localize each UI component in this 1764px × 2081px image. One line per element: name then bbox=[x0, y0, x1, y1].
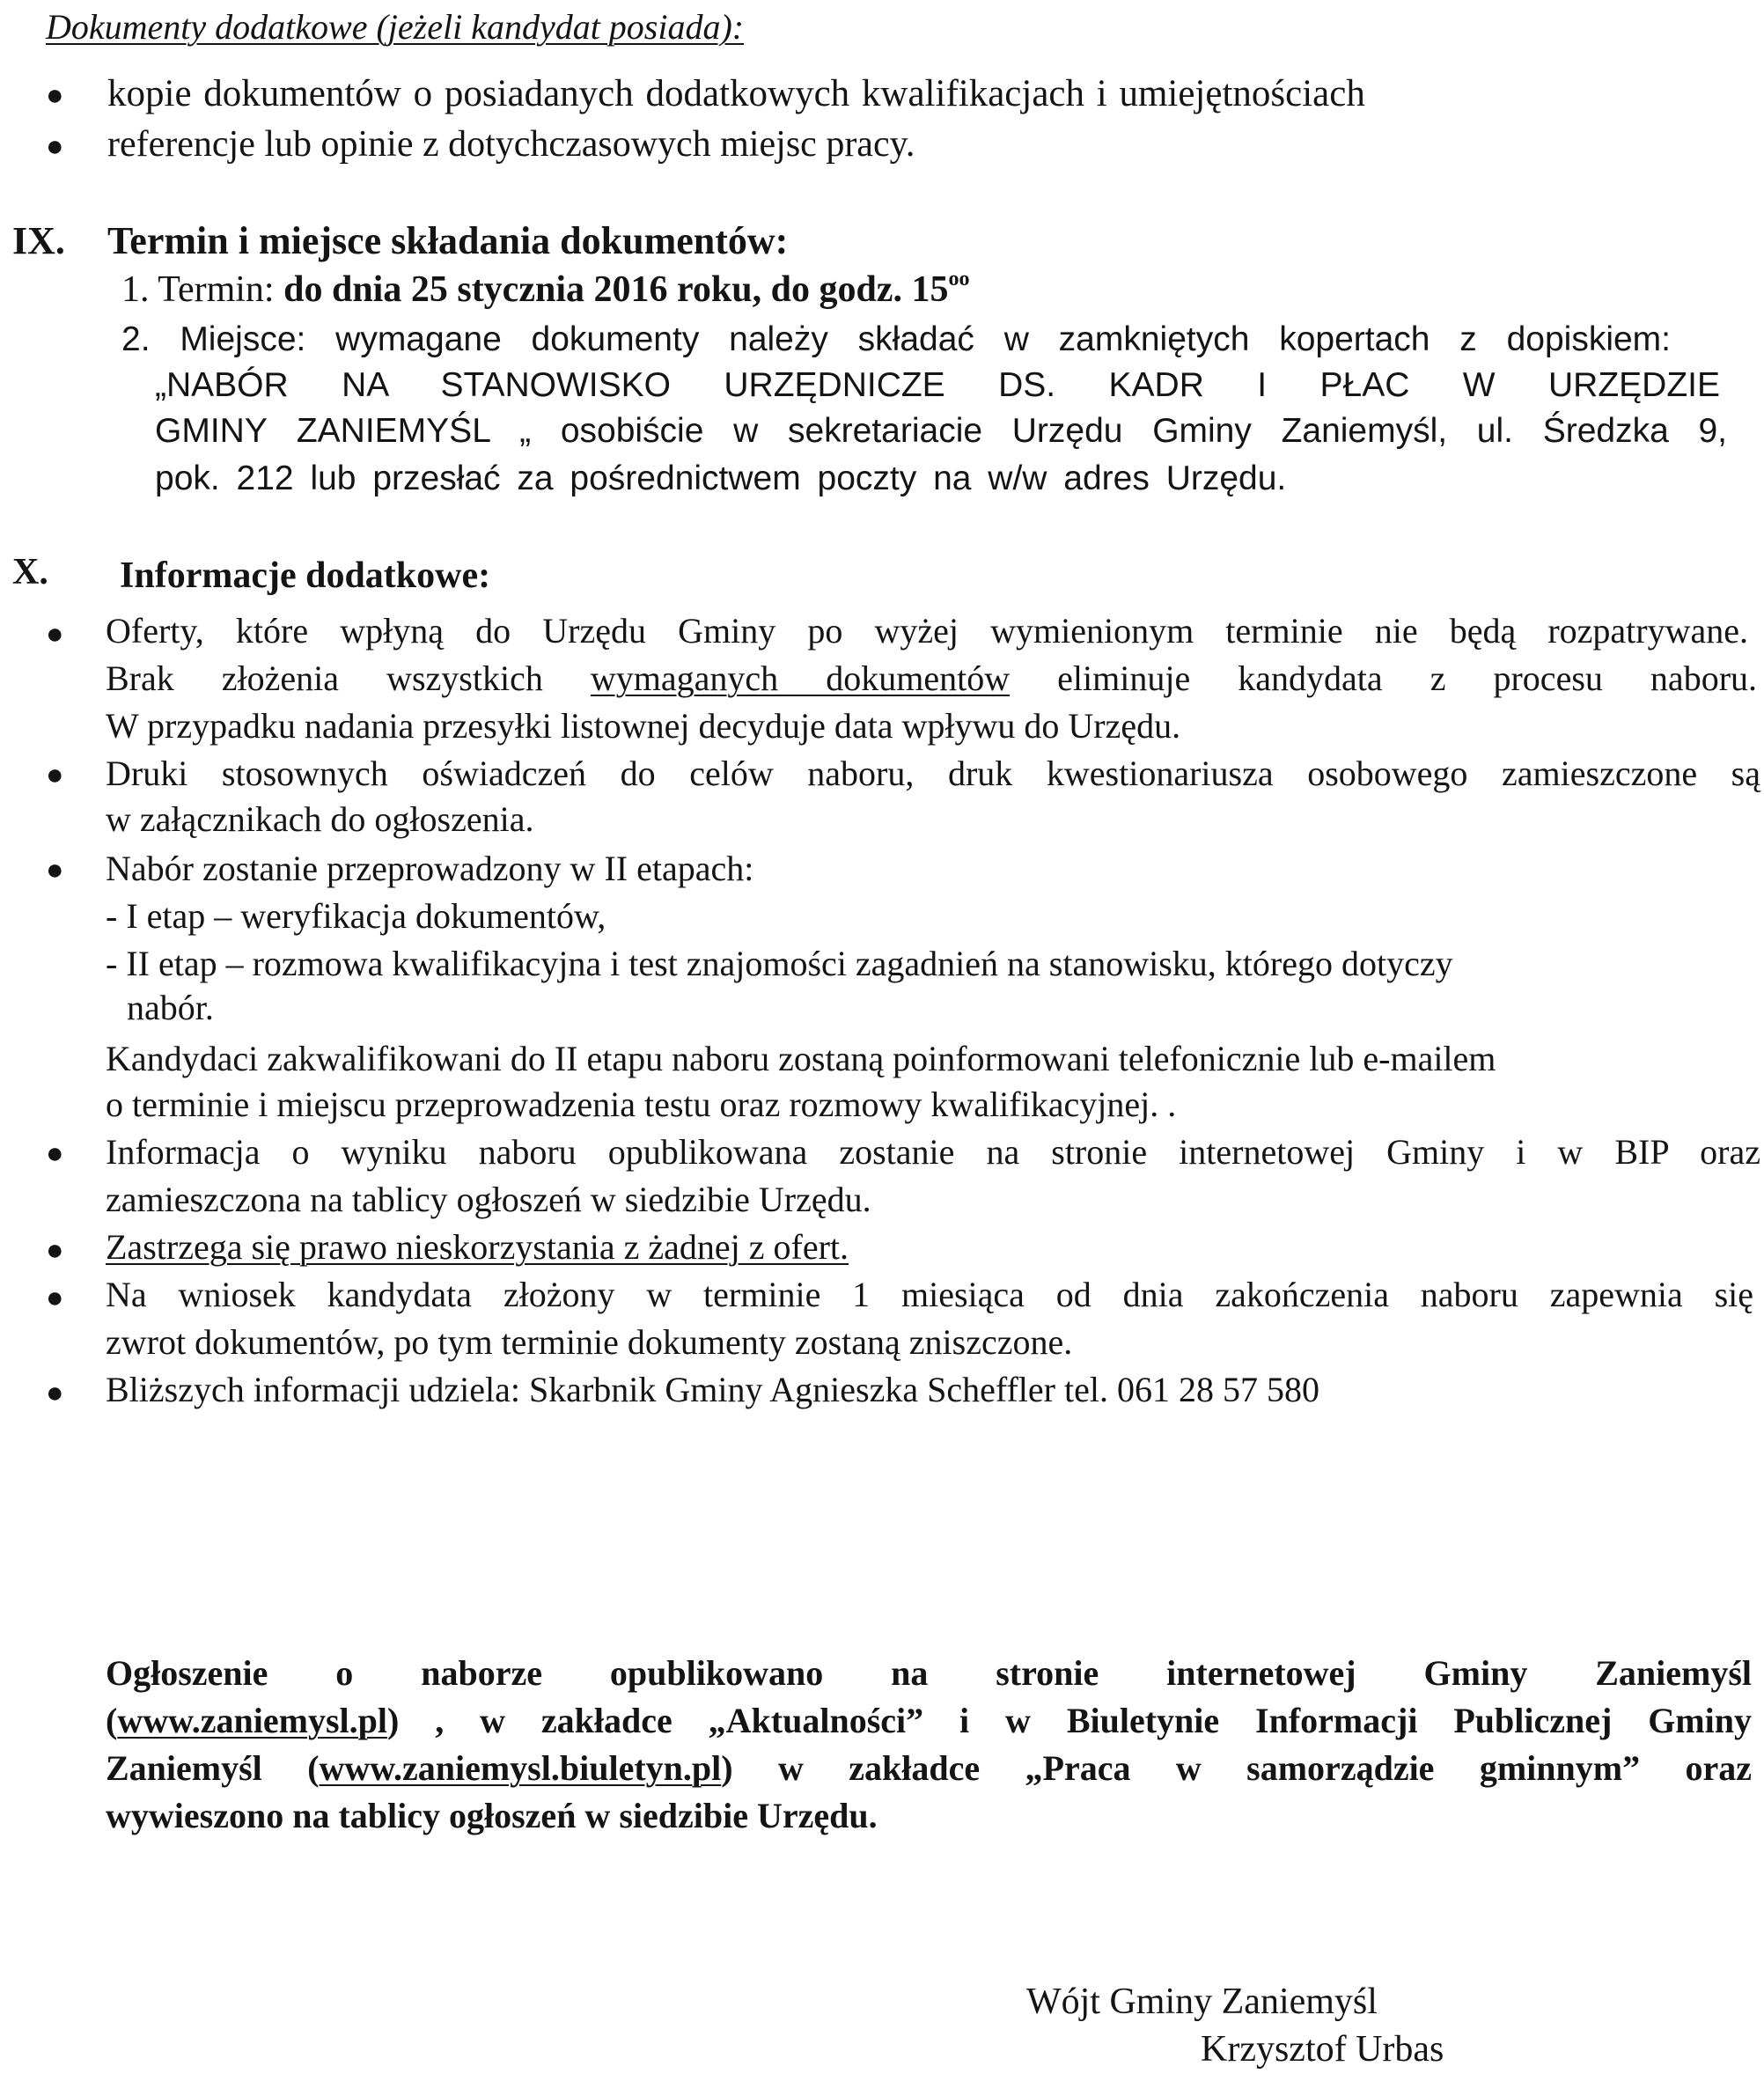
deadline-value: do dnia 25 stycznia 2016 roku, do godz. 15 bbox=[283, 269, 949, 310]
info-item-line: Kandydaci zakwalifikowani do II etapu naboru zostaną poinformowani telefonicznie lub e-mailem bbox=[106, 1039, 1496, 1078]
signature-name: Krzysztof Urbas bbox=[1201, 2029, 1444, 2070]
info-item-line: nabór. bbox=[127, 988, 214, 1027]
info-item-line: - I etap – weryfikacja dokumentów, bbox=[106, 896, 606, 936]
info-item-line: w załącznikach do ogłoszenia. bbox=[106, 799, 534, 839]
section-x-title: Informacje dodatkowe: bbox=[120, 555, 491, 596]
publication-line: wywieszono na tablicy ogłoszeń w siedzibie Urzędu. bbox=[106, 1796, 878, 1835]
info-text: eliminuje kandydata z procesu naboru. bbox=[1010, 658, 1758, 698]
info-item-line: Na wniosek kandydata złożony w terminie 1 miesiąca od dnia zakończenia naboru zapewnia się bbox=[106, 1275, 1753, 1314]
info-item-line: W przypadku nadania przesyłki listownej decyduje data wpływu do Urzędu. bbox=[106, 706, 1181, 746]
info-item-line: o terminie i miejscu przeprowadzenia testu oraz rozmowy kwalifikacyjnej. . bbox=[106, 1085, 1177, 1124]
bullet-icon: ● bbox=[46, 130, 64, 163]
info-item-line: Nabór zostanie przeprowadzony w II etapach: bbox=[106, 849, 754, 888]
bullet-icon: ● bbox=[46, 79, 64, 112]
info-item-line: - II etap – rozmowa kwalifikacyjna i test znajomości zagadnień na stanowisku, którego dotyczy bbox=[106, 944, 1453, 983]
bullet-icon: ● bbox=[46, 854, 64, 886]
deadline-prefix: 1. Termin: bbox=[121, 269, 284, 310]
info-item-line: Druki stosownych oświadczeń do celów naboru, druk kwestionariusza osobowego zamieszczone są bbox=[106, 754, 1760, 793]
info-item-line: zamieszczona na tablicy ogłoszeń w siedzibie Urzędu. bbox=[106, 1180, 871, 1219]
info-item-line: zwrot dokumentów, po tym terminie dokumenty zostaną zniszczone. bbox=[106, 1322, 1073, 1362]
additional-doc-item: kopie dokumentów o posiadanych dodatkowych kwalifikacjach i umiejętnościach bbox=[107, 73, 1365, 114]
deadline-line bbox=[121, 266, 969, 313]
place-line: „NABÓR NA STANOWISKO URZĘDNICZE DS. KADR I PŁAC W URZĘDZIE bbox=[155, 366, 1720, 404]
website-link[interactable]: www.zaniemysl.pl bbox=[117, 1701, 388, 1740]
bullet-icon: ● bbox=[46, 618, 64, 651]
publication-line bbox=[106, 1746, 1752, 1791]
signature-title: Wójt Gminy Zaniemyśl bbox=[1026, 1982, 1378, 2022]
section-ix-numeral: IX. bbox=[12, 219, 65, 262]
place-line: pok. 212 lub przesłać za pośrednictwem poczty na w/w adres Urzędu. bbox=[155, 460, 1287, 497]
publication-text: Zaniemyśl ( bbox=[106, 1748, 320, 1788]
required-docs-underlined: wymaganych dokumentów bbox=[590, 658, 1011, 698]
info-text: Brak złożenia wszystkich bbox=[106, 658, 591, 698]
additional-doc-item: referencje lub opinie z dotychczasowych miejsc pracy. bbox=[107, 124, 915, 165]
bip-link[interactable]: www.zaniemysl.biuletyn.pl bbox=[319, 1748, 722, 1788]
deadline-superscript: oo bbox=[948, 268, 970, 290]
bullet-icon: ● bbox=[46, 1377, 64, 1409]
info-item-line: Bliższych informacji udziela: Skarbnik Gminy Agnieszka Scheffler tel. 061 28 57 580 bbox=[106, 1370, 1319, 1409]
additional-docs-heading: Dokumenty dodatkowe (jeżeli kandydat posiada): bbox=[46, 7, 745, 47]
info-item-line: Informacja o wyniku naboru opublikowana zostanie na stronie internetowej Gminy i w BIP oraz bbox=[106, 1132, 1760, 1172]
bullet-icon: ● bbox=[46, 1282, 64, 1314]
info-item-line bbox=[106, 657, 1757, 701]
publication-text: ) w zakładce „Praca w samorządzie gminnym” oraz bbox=[721, 1748, 1752, 1788]
publication-text: , w zakładce „Aktualności” i w Biuletynie Informacji Publicznej Gminy bbox=[435, 1701, 1752, 1740]
reservation-notice: Zastrzega się prawo nieskorzystania z żadnej z ofert. bbox=[106, 1227, 849, 1267]
place-line: 2. Miejsce: wymagane dokumenty należy składać w zamkniętych kopertach z dopiskiem: bbox=[121, 320, 1671, 358]
publication-line: (www.zaniemysl.pl) , w zakładce „Aktualności” i w Biuletynie Informacji Publicznej Gminy bbox=[106, 1701, 1752, 1740]
bullet-icon: ● bbox=[46, 759, 64, 791]
info-item-line: Oferty, które wpłyną do Urzędu Gminy po wyżej wymienionym terminie nie będą rozpatrywane. bbox=[106, 611, 1748, 651]
publication-line: Ogłoszenie o naborze opublikowano na stronie internetowej Gminy Zaniemyśl bbox=[106, 1653, 1752, 1693]
section-ix-title: Termin i miejsce składania dokumentów: bbox=[107, 219, 789, 262]
bullet-icon: ● bbox=[46, 1137, 64, 1170]
bullet-icon: ● bbox=[46, 1234, 64, 1267]
section-x-numeral: X. bbox=[12, 552, 48, 592]
place-line: GMINY ZANIEMYŚL „ osobiście w sekretariacie Urzędu Gminy Zaniemyśl, ul. Średzka 9, bbox=[155, 412, 1727, 450]
